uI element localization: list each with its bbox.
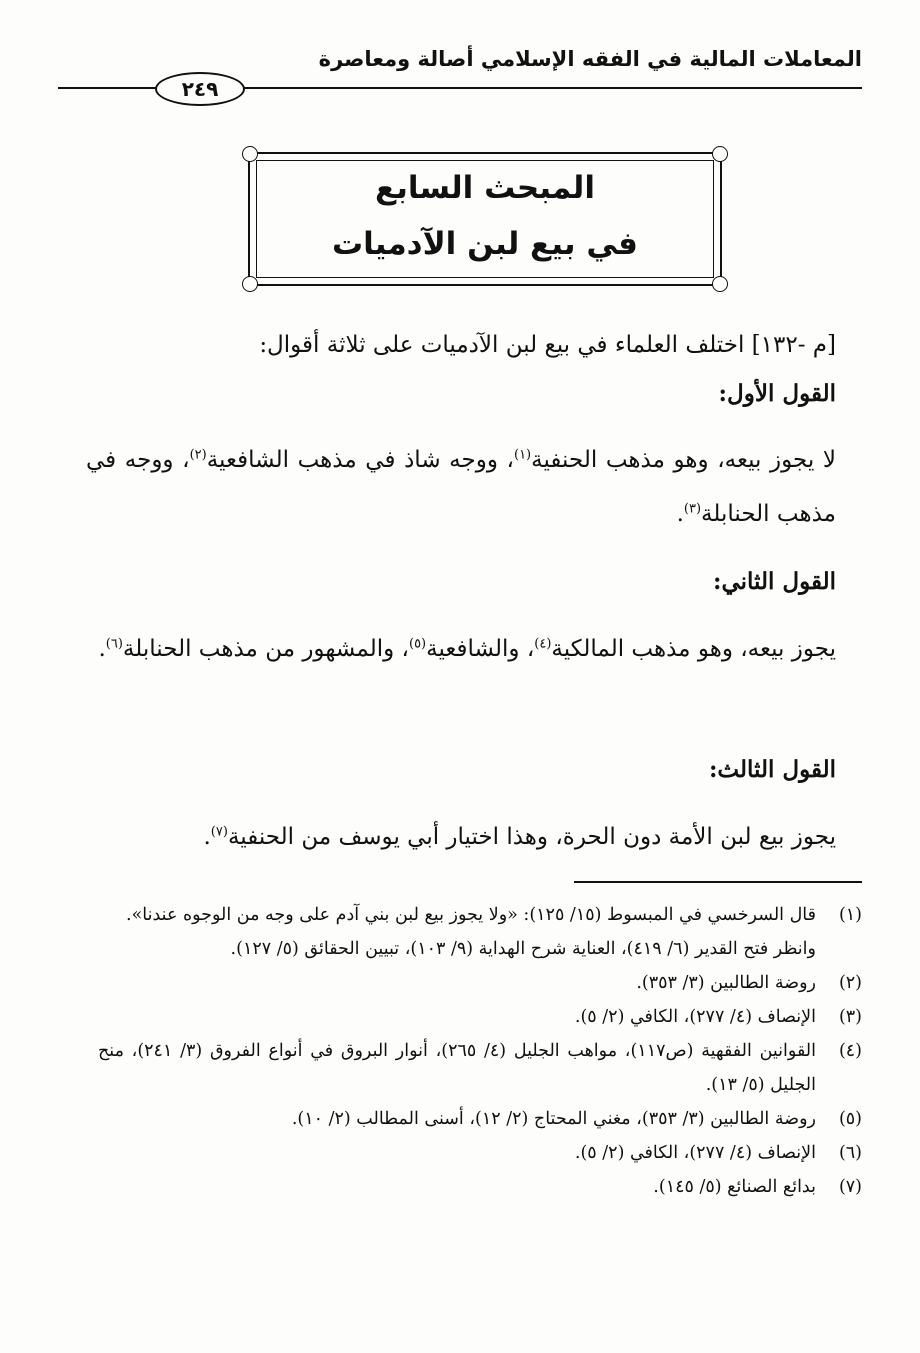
footnote-text: روضة الطالبين (٣/ ٣٥٣).: [636, 973, 816, 993]
footnote-number: (٣): [838, 1007, 862, 1027]
footnote-item: [98, 1136, 862, 1170]
page-number: ٢٤٩: [155, 72, 245, 106]
opinion1-paragraph: [86, 433, 862, 541]
footnote-item: [98, 898, 862, 932]
footnote-item: [98, 932, 862, 966]
frame-corner-ornament: [712, 146, 728, 162]
opinion3-text-d: .: [203, 824, 211, 850]
footnote-ref-4: (٤): [534, 636, 552, 652]
opinion1-text-d: .: [676, 501, 684, 527]
footnote-number: (٤): [838, 1041, 862, 1061]
opinion2-text-a: يجوز بيعه، وهو مذهب المالكية: [551, 636, 836, 662]
footnote-item: [98, 1102, 862, 1136]
footnote-ref-6: (٦): [105, 636, 123, 652]
footnote-text: القوانين الفقهية (ص١١٧)، مواهب الجليل (٤/ ٢٦٥)، أنوار البروق في أنواع الفروق (٣/ ٢٤١)، منح الجليل (٥/ ١٣).: [98, 1041, 816, 1095]
footnote-ref-1: (١): [513, 447, 532, 463]
footnote-ref-5: (٥): [408, 636, 427, 652]
section-title-line2: في بيع لبن الآدميات: [332, 226, 638, 262]
footnote-text: الإنصاف (٤/ ٢٧٧)، الكافي (٢/ ٥).: [574, 1143, 816, 1163]
footnote-separator: [574, 881, 862, 883]
opinion2-text-c: ، والمشهور من مذهب الحنابلة: [122, 636, 409, 662]
footnote-text: قال السرخسي في المبسوط (١٥/ ١٢٥): «ولا يجوز بيع لبن بني آدم على وجه من الوجوه عندنا».: [126, 905, 816, 925]
opinion1-text-b: ، ووجه شاذ في مذهب الشافعية: [206, 447, 514, 473]
opinion3-text-a: يجوز بيع لبن الأمة دون الحرة، وهذا اختيار أبي يوسف من الحنفية: [227, 824, 836, 850]
footnote-text: بدائع الصنائع (٥/ ١٤٥).: [653, 1177, 816, 1197]
section-title-frame: [248, 152, 722, 286]
footnote-number: (٧): [838, 1177, 862, 1197]
running-title: المعاملات المالية في الفقه الإسلامي أصالة ومعاصرة: [318, 47, 862, 71]
footnote-number: (١): [838, 905, 862, 925]
opinion2-text-b: ، والشافعية: [426, 636, 535, 662]
opinion1-text-a: لا يجوز بيعه، وهو مذهب الحنفية: [531, 447, 836, 473]
opinion2-heading: القول الثاني:: [712, 568, 836, 595]
frame-corner-ornament: [242, 276, 258, 292]
footnote-text: وانظر فتح القدير (٦/ ٤١٩)، العناية شرح الهداية (٩/ ١٠٣)، تبيين الحقائق (٥/ ١٢٧).: [230, 939, 816, 959]
footnote-number: (٥): [838, 1109, 862, 1129]
intro-paragraph: [م -١٣٢] اختلف العلماء في بيع لبن الآدميات على ثلاثة أقوال:: [259, 332, 836, 358]
opinion2-text-d: .: [98, 636, 106, 662]
opinion3-heading: القول الثالث:: [708, 756, 836, 783]
footnote-number: (٢): [838, 973, 862, 993]
opinion2-paragraph: [86, 622, 862, 676]
footnote-item: [98, 1170, 862, 1204]
opinion3-paragraph: [82, 810, 836, 864]
footnote-text: الإنصاف (٤/ ٢٧٧)، الكافي (٢/ ٥).: [574, 1007, 816, 1027]
opinion1-text-c: ، ووجه في مذهب الحنابلة: [86, 447, 836, 527]
footnote-item: [98, 1034, 862, 1102]
footnote-text: روضة الطالبين (٣/ ٣٥٣)، مغني المحتاج (٢/ ١٢)، أسنى المطالب (٢/ ١٠).: [291, 1109, 816, 1129]
footnote-ref-7: (٧): [210, 824, 228, 840]
footnote-number: (٦): [838, 1143, 862, 1163]
footnote-item: [98, 966, 862, 1000]
frame-corner-ornament: [712, 276, 728, 292]
footnote-ref-3: (٣): [683, 501, 702, 517]
opinion1-heading: القول الأول:: [718, 380, 836, 407]
section-title-line1: المبحث السابع: [375, 170, 595, 206]
footnotes: [98, 898, 862, 1204]
frame-corner-ornament: [242, 146, 258, 162]
footnote-ref-2: (٢): [189, 447, 207, 463]
footnote-item: [98, 1000, 862, 1034]
